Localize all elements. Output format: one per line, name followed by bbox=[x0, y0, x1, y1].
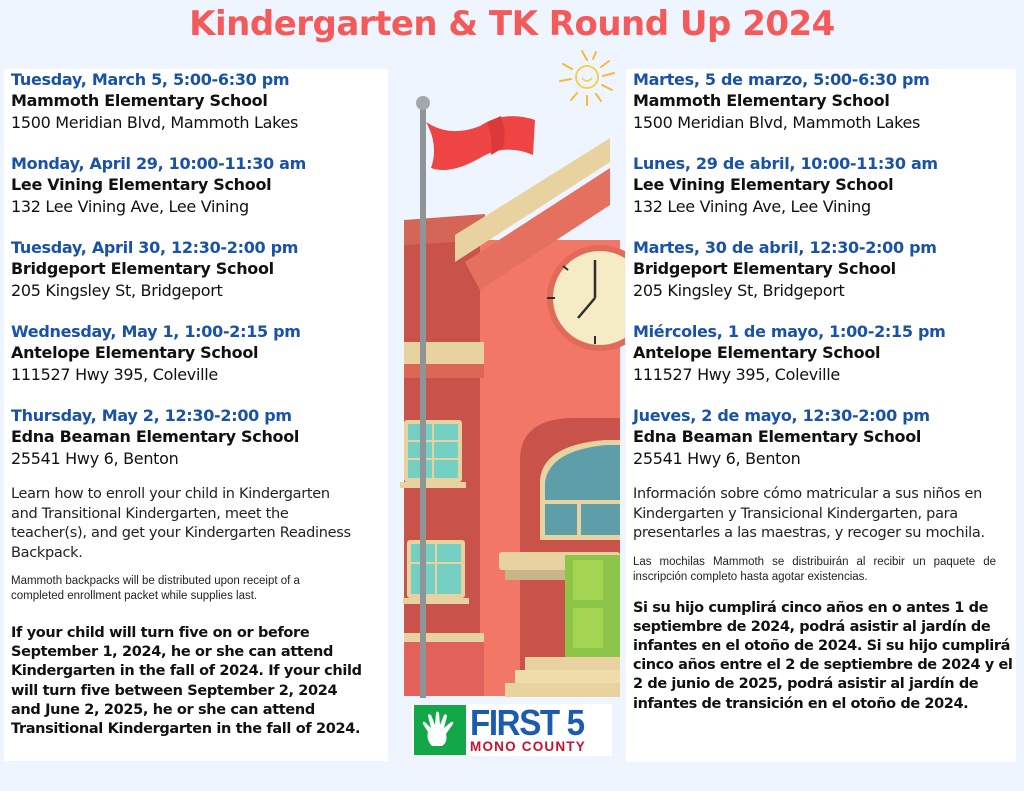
event-item bbox=[11, 405, 388, 470]
event-item bbox=[11, 69, 388, 134]
event-address: 25541 Hwy 6, Benton bbox=[11, 449, 179, 468]
event-school: Lee Vining Elementary School bbox=[633, 175, 894, 194]
logo-main-text: FIRST 5 bbox=[470, 702, 584, 743]
school-illustration bbox=[395, 40, 625, 705]
event-address: 25541 Hwy 6, Benton bbox=[633, 449, 801, 468]
event-date: Tuesday, March 5, 5:00-6:30 pm bbox=[11, 70, 290, 89]
event-item bbox=[11, 153, 388, 218]
event-address: 1500 Meridian Blvd, Mammoth Lakes bbox=[11, 113, 299, 132]
event-item bbox=[11, 321, 388, 386]
event-date: Wednesday, May 1, 1:00-2:15 pm bbox=[11, 322, 301, 341]
event-date: Martes, 5 de marzo, 5:00-6:30 pm bbox=[633, 70, 930, 89]
event-address: 1500 Meridian Blvd, Mammoth Lakes bbox=[633, 113, 921, 132]
event-school: Antelope Elementary School bbox=[11, 343, 259, 362]
event-address: 132 Lee Vining Ave, Lee Vining bbox=[633, 197, 871, 216]
logo-sub-text: MONO COUNTY bbox=[470, 739, 586, 754]
event-school: Edna Beaman Elementary School bbox=[11, 427, 300, 446]
english-panel bbox=[4, 69, 388, 761]
event-date: Monday, April 29, 10:00-11:30 am bbox=[11, 154, 307, 173]
event-school: Edna Beaman Elementary School bbox=[633, 427, 922, 446]
event-date: Jueves, 2 de mayo, 12:30-2:00 pm bbox=[633, 406, 930, 425]
window bbox=[400, 420, 466, 488]
event-date: Thursday, May 2, 12:30-2:00 pm bbox=[11, 406, 292, 425]
eligibility-text: If your child will turn five on or before September 1, 2024, he or she can attend Kindergarten in the fall of 2024. If your child will turn five between September 2, 2024 and June 2, 2025, he or she can attend Transitional Kindergarten in the fall of 2024. bbox=[11, 625, 362, 738]
event-address: 205 Kingsley St, Bridgeport bbox=[11, 281, 223, 300]
event-school: Mammoth Elementary School bbox=[11, 91, 268, 110]
event-description: Información sobre cómo matricular a sus niños en Kindergarten y Transicional Kindergarten, para presentarles a las maestras, y recoger su mochila. bbox=[633, 486, 985, 541]
event-school: Bridgeport Elementary School bbox=[633, 259, 896, 278]
event-school: Lee Vining Elementary School bbox=[11, 175, 272, 194]
event-item bbox=[633, 237, 1016, 302]
page-title: Kindergarten & TK Round Up 2024 bbox=[189, 4, 835, 44]
event-address: 111527 Hwy 395, Coleville bbox=[11, 365, 218, 384]
event-school: Antelope Elementary School bbox=[633, 343, 881, 362]
event-address: 205 Kingsley St, Bridgeport bbox=[633, 281, 845, 300]
event-date: Martes, 30 de abril, 12:30-2:00 pm bbox=[633, 238, 937, 257]
event-date: Miércoles, 1 de mayo, 1:00-2:15 pm bbox=[633, 322, 946, 341]
event-item bbox=[11, 237, 388, 302]
backpack-note: Las mochilas Mammoth se distribuirán al recibir un paquete de inscripción completo hasta agotar existencias. bbox=[633, 555, 996, 583]
event-school: Mammoth Elementary School bbox=[633, 91, 890, 110]
event-item bbox=[633, 153, 1016, 218]
event-school: Bridgeport Elementary School bbox=[11, 259, 274, 278]
event-item bbox=[633, 69, 1016, 134]
event-item bbox=[633, 405, 1016, 470]
hand-icon bbox=[414, 705, 466, 755]
spanish-panel bbox=[626, 69, 1016, 762]
event-address: 132 Lee Vining Ave, Lee Vining bbox=[11, 197, 249, 216]
eligibility-text: Si su hijo cumplirá cinco años en o antes 1 de septiembre de 2024, podrá asistir al jardín de infantes en el otoño de 2024. Si su hijo cumplirá cinco años entre el 2 de septiembre de 2024 y el 2 de junio de 2025, podrá asistir al jardín de infantes de transición en el otoño de 2024. bbox=[633, 599, 1013, 712]
event-address: 111527 Hwy 395, Coleville bbox=[633, 365, 840, 384]
event-item bbox=[633, 321, 1016, 386]
backpack-note: Mammoth backpacks will be distributed upon receipt of a completed enrollment packet while supplies last. bbox=[11, 575, 300, 602]
window bbox=[403, 540, 469, 604]
first5-logo bbox=[412, 704, 612, 756]
event-description: Learn how to enroll your child in Kindergarten and Transitional Kindergarten, meet the teacher(s), and get your Kindergarten Readiness Backpack. bbox=[11, 486, 351, 561]
event-date: Tuesday, April 30, 12:30-2:00 pm bbox=[11, 238, 299, 257]
event-date: Lunes, 29 de abril, 10:00-11:30 am bbox=[633, 154, 938, 173]
sun-icon bbox=[560, 51, 614, 105]
